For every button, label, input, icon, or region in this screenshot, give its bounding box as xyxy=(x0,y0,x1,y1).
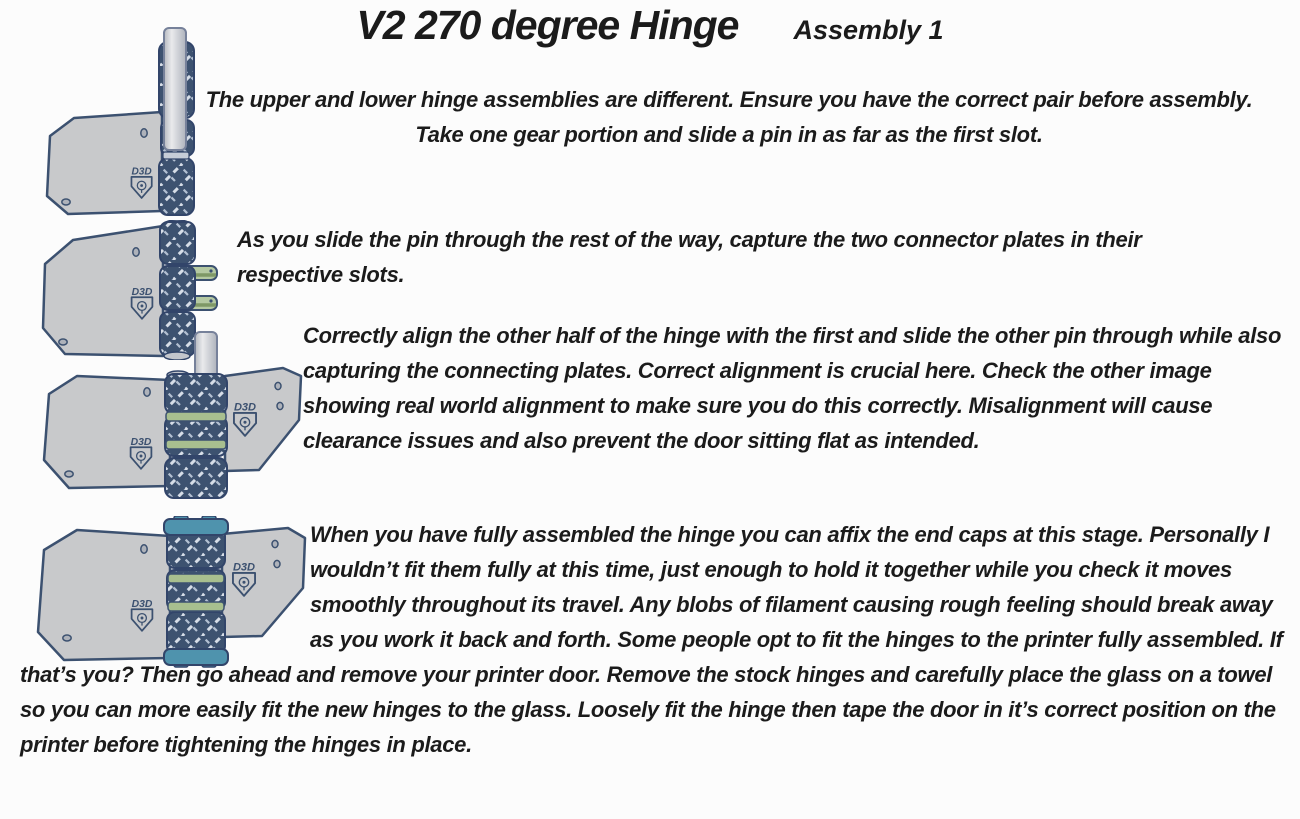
instruction-step-1 xyxy=(200,82,1258,152)
instruction-step-1-text: The upper and lower hinge assemblies are different. Ensure you have the correct pair before assembly. Take one gear portion and slide a pin in as far as the first slot. xyxy=(205,87,1253,147)
screw-hole xyxy=(275,382,281,389)
header xyxy=(0,2,1300,49)
left-hinge-plate xyxy=(44,376,170,488)
instruction-step-2-text: As you slide the pin through the rest of the way, capture the two connector plates in their respective slots. xyxy=(237,227,1142,287)
screw-hole xyxy=(62,199,70,205)
instruction-step-3-text: Correctly align the other half of the hinge with the first and slide the other pin through while also capturing the connecting plates. Correct alignment is crucial here. Check the other image showing real world alignment to make sure you do this correctly. Misalignment will cause clearance issues and also prevent the door sitting flat as intended. xyxy=(303,323,1282,453)
first-slot xyxy=(163,152,189,159)
step3-illustration-aligned-halves xyxy=(25,330,310,502)
screw-hole xyxy=(65,471,73,477)
screw-hole xyxy=(144,388,150,396)
hinge-pin xyxy=(164,28,186,150)
step4-text-wrap-spacer xyxy=(20,517,310,655)
page-title: V2 270 degree Hinge xyxy=(356,2,739,48)
instruction-step-2 xyxy=(237,222,1252,292)
hinge-plate xyxy=(47,112,162,214)
screw-hole xyxy=(277,402,283,409)
step1-illustration-hinge-half-pin xyxy=(40,26,195,218)
screw-hole xyxy=(133,248,139,256)
gear-column xyxy=(165,371,227,498)
instruction-step-3 xyxy=(303,318,1286,458)
page-subtitle: Assembly 1 xyxy=(793,15,944,45)
instruction-step-4-text: When you have fully assembled the hinge you can affix the end caps at this stage. Personally I wouldn’t fit them fully at this time, just enough to hold it together while you check it moves smoothly throughout its travel. Any blobs of filament causing rough feeling should break away as you work it back and forth. Some people opt to fit the hinges to the printer fully assembled. If that’s you? Then go ahead and remove your printer door. Remove the stock hinges and carefully place the glass on a towel so you can more easily fit the new hinges to the glass. Loosely fit the hinge then tape the door in it’s correct position on the printer before tightening the hinges in place. xyxy=(20,522,1283,757)
right-hinge-plate xyxy=(225,368,301,471)
instruction-step-4 xyxy=(20,517,1288,762)
screw-hole xyxy=(141,129,147,137)
